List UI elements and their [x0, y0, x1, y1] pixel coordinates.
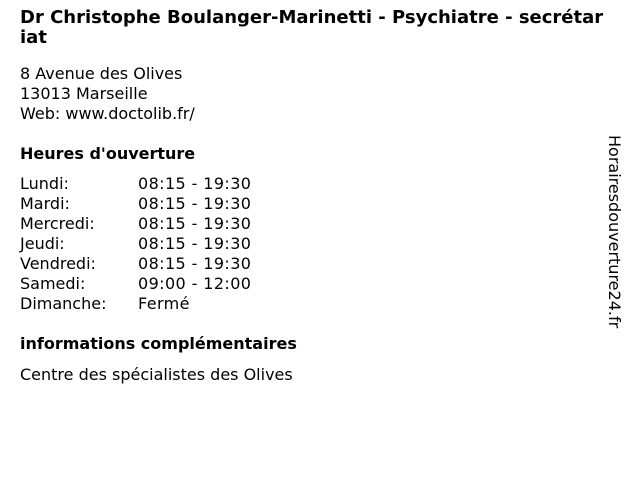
- opening-time: 08:15 - 19:30: [138, 214, 252, 233]
- website-text: Web: www.doctolib.fr/: [20, 104, 195, 123]
- hours-row-friday: [20, 254, 251, 274]
- day-label: Jeudi:: [20, 234, 65, 253]
- day-label: Mercredi:: [20, 214, 95, 233]
- hours-row-monday: [20, 174, 251, 194]
- additional-information-text: Centre des spécialistes des Olives: [20, 365, 293, 384]
- opening-time: 08:15 - 19:30: [138, 194, 252, 213]
- opening-time: 08:15 - 19:30: [138, 174, 252, 193]
- street-address: 8 Avenue des Olives: [20, 64, 183, 83]
- day-label: Mardi:: [20, 194, 70, 213]
- day-label: Vendredi:: [20, 254, 96, 273]
- hours-row-thursday: [20, 234, 251, 254]
- opening-hours-table: [20, 174, 251, 314]
- city-postal-code: 13013 Marseille: [20, 84, 148, 103]
- opening-time: 08:15 - 19:30: [138, 234, 252, 253]
- address-block: [20, 64, 195, 124]
- day-label: Lundi:: [20, 174, 69, 193]
- opening-hours-heading: Heures d'ouverture: [20, 144, 196, 163]
- opening-time: 09:00 - 12:00: [138, 274, 252, 293]
- day-label: Dimanche:: [20, 294, 107, 313]
- opening-time: 08:15 - 19:30: [138, 254, 252, 273]
- page-title: Dr Christophe Boulanger-Marinetti - Psychiatre - secrétariat: [20, 7, 604, 48]
- additional-information-heading: informations complémentaires: [20, 334, 297, 353]
- hours-row-tuesday: [20, 194, 251, 214]
- opening-time: Fermé: [138, 294, 190, 313]
- hours-row-sunday: [20, 294, 251, 314]
- vertical-site-watermark: Horairesdouverture24.fr: [605, 135, 624, 329]
- hours-row-wednesday: [20, 214, 251, 234]
- day-label: Samedi:: [20, 274, 86, 293]
- hours-row-saturday: [20, 274, 251, 294]
